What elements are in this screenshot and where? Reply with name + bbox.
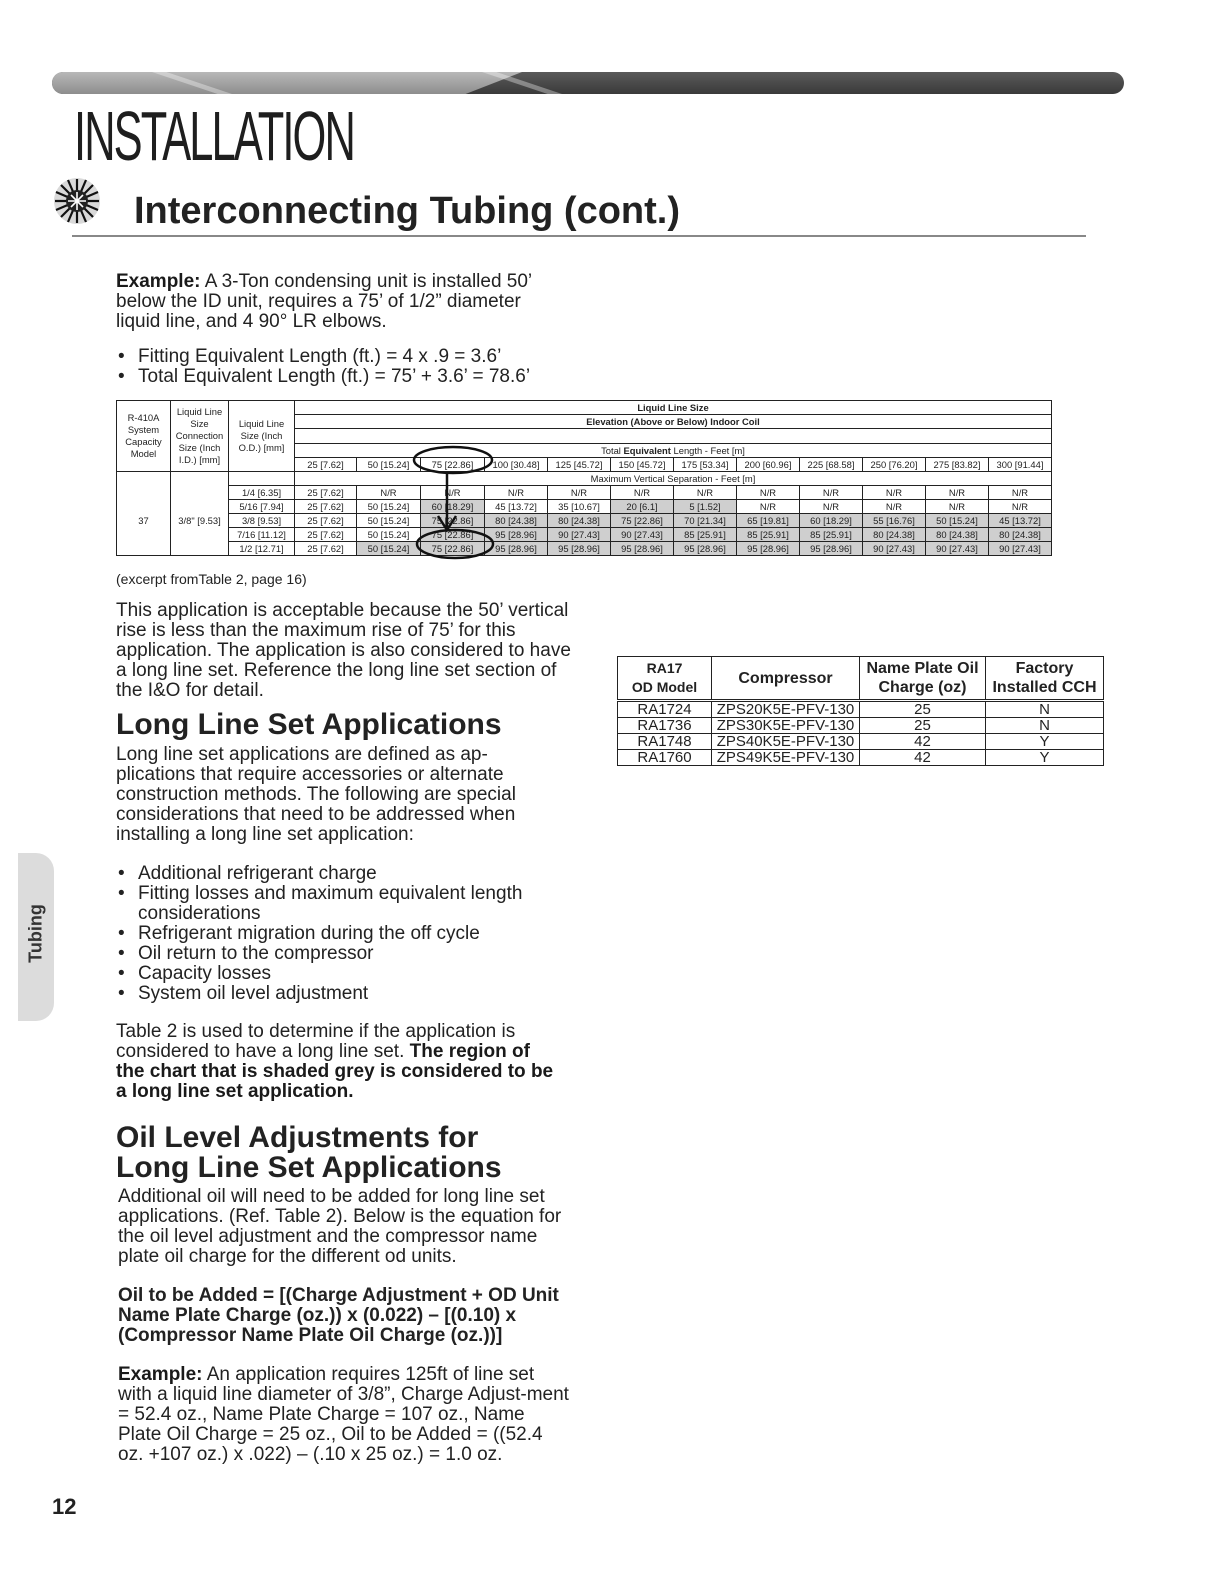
oil-equation: Oil to be Added = [(Charge Adjustment + OD Unit Name Plate Charge (oz.)) x (0.022) – [(0.10) x (Compressor Name Plate Oil Charge (oz.))] bbox=[118, 1285, 559, 1346]
length-header: 275 [83.82] bbox=[926, 458, 989, 472]
length-header: 200 [60.96] bbox=[737, 458, 800, 472]
list-item: • Oil return to the compressor bbox=[138, 944, 578, 964]
table-row: 37 3/8" [9.53] 3/8 [9.53] 25 [7.62] 50 [15.24] 75 [22.86] 80 [24.38] 80 [24.38] 75 [22.86] 70 [21.34] 65 [19.81] 60 [18.29] 55 [16.76] 50 [15.24] 45 [13.72] bbox=[117, 514, 1052, 528]
table-row: 5/16 [7.94] 25 [7.62] 50 [15.24] 60 [18.29] 45 [13.72] 35 [10.67] 20 [6.1] 5 [1.52] N/R N/R N/R N/R N/R bbox=[117, 500, 1052, 514]
length-header: 175 [53.34] bbox=[674, 458, 737, 472]
oil-level-intro: Additional oil will need to be added for long line set applications. (Ref. Table 2). Below is the equation for the oil level adjustment and the compressor name plate oil charge for the different od units. bbox=[118, 1186, 562, 1267]
total-equivalent-header: Total Equivalent Length - Feet [m] bbox=[295, 444, 1052, 458]
table-row: RA1724 ZPS20K5E-PFV-130 25 N bbox=[618, 701, 1104, 718]
liquid-line-size-header: Liquid Line Size bbox=[295, 401, 1052, 415]
od-col-header: Liquid Line Size (Inch O.D.) [mm] bbox=[229, 401, 295, 472]
length-header: 225 [68.58] bbox=[800, 458, 863, 472]
list-item: • Fitting losses and maximum equivalent length considerations bbox=[138, 884, 578, 924]
list-item: • System oil level adjustment bbox=[138, 984, 578, 1004]
col-header: Compressor bbox=[712, 657, 860, 701]
col-header: Factory Installed CCH bbox=[986, 657, 1104, 701]
length-header: 125 [45.72] bbox=[548, 458, 611, 472]
table-row: 1/4 [6.35] 25 [7.62] N/R N/R N/R N/R N/R N/R N/R N/R N/R N/R N/R bbox=[117, 486, 1052, 500]
liquid-line-table bbox=[116, 400, 1052, 556]
list-item: • Additional refrigerant charge bbox=[138, 864, 578, 884]
length-header: 100 [30.48] bbox=[485, 458, 548, 472]
section-side-tab[interactable] bbox=[18, 853, 54, 1021]
example-bullets bbox=[116, 347, 598, 387]
length-header: 25 [7.62] bbox=[295, 458, 357, 472]
table-row: 7/16 [11.12] 25 [7.62] 50 [15.24] 75 [22.86] 95 [28.96] 90 [27.43] 90 [27.43] 85 [25.91] 85 [25.91] 85 [25.91] 80 [24.38] 80 [24.38] 80 [24.38] bbox=[117, 528, 1052, 542]
list-item: • Fitting Equivalent Length (ft.) = 4 x .9 = 3.6’ bbox=[138, 347, 598, 367]
page-number: 12 bbox=[52, 1494, 77, 1519]
example-paragraph: Example: A 3-Ton condensing unit is installed 50’ below the ID unit, requires a 75’ of 1/2” diameter liquid line, and 4 90° LR elbows. bbox=[116, 271, 532, 332]
header-bar bbox=[52, 72, 1124, 94]
length-header: 250 [76.20] bbox=[863, 458, 926, 472]
length-header: 75 [22.86] bbox=[421, 458, 485, 472]
col-header: Name Plate Oil Charge (oz) bbox=[860, 657, 986, 701]
acceptable-paragraph: This application is acceptable because the 50’ vertical rise is less than the maximum rise of 75’ for this application. The application is also considered to have a long line set. Reference the long line set section of the I&O for detail. bbox=[116, 600, 571, 701]
long-line-bullets bbox=[116, 864, 578, 1004]
snowflake-sun-icon bbox=[52, 176, 102, 226]
length-header: 150 [45.72] bbox=[611, 458, 674, 472]
long-line-heading: Long Line Set Applications bbox=[116, 708, 502, 741]
length-header: 50 [15.24] bbox=[357, 458, 421, 472]
list-item: • Total Equivalent Length (ft.) = 75’ + 3.6’ = 78.6’ bbox=[138, 367, 598, 387]
list-item: • Refrigerant migration during the off cycle bbox=[138, 924, 578, 944]
table-caption: (excerpt fromTable 2, page 16) bbox=[116, 571, 307, 587]
title-divider bbox=[72, 235, 1086, 237]
length-header: 300 [91.44] bbox=[989, 458, 1052, 472]
connection-col-header: Liquid Line Size Connection Size (Inch I.D.) [mm] bbox=[171, 401, 229, 472]
table-row: RA1748 ZPS40K5E-PFV-130 42 Y bbox=[618, 734, 1104, 750]
table2-paragraph: Table 2 is used to determine if the application is considered to have a long line set. The region of the chart that is shaded grey is considered to be a long line set application. bbox=[116, 1021, 554, 1102]
model-col-header: R-410A System Capacity Model bbox=[117, 401, 171, 472]
elevation-header: Elevation (Above or Below) Indoor Coil bbox=[295, 415, 1052, 429]
table-row: RA1760 ZPS49K5E-PFV-130 42 Y bbox=[618, 750, 1104, 766]
oil-example: Example: An application requires 125ft of line set with a liquid line diameter of 3/8”, Charge Adjust-ment = 52.4 oz., Name Plate Charge = 107 oz., Name Plate Oil Charge = 25 oz., Oil to be Added = ((52.4 oz. +107 oz.) x .022) – (.10 x 25 oz.) = 1.0 oz. bbox=[118, 1364, 569, 1465]
max-vertical-header: Maximum Vertical Separation - Feet [m] bbox=[295, 472, 1052, 486]
compressor-oil-table bbox=[617, 656, 1104, 766]
col-header: RA17 OD Model bbox=[618, 657, 712, 701]
table-row: RA1736 ZPS30K5E-PFV-130 25 N bbox=[618, 718, 1104, 734]
list-item: • Capacity losses bbox=[138, 964, 578, 984]
side-tab-label: Tubing bbox=[25, 904, 46, 963]
page-title: Interconnecting Tubing (cont.) bbox=[134, 190, 681, 232]
table-row: 1/2 [12.71] 25 [7.62] 50 [15.24] 75 [22.86] 95 [28.96] 95 [28.96] 95 [28.96] 95 [28.96] 95 [28.96] 95 [28.96] 90 [27.43] 90 [27.43] 90 [27.43] bbox=[117, 542, 1052, 556]
long-line-intro: Long line set applications are defined as ap-plications that require accessories or alternate construction methods. The following are special considerations that need to be addressed when installing a long line set application: bbox=[116, 744, 516, 845]
oil-level-heading: Oil Level Adjustments for Long Line Set Applications bbox=[116, 1121, 502, 1184]
section-label: INSTALLATION bbox=[74, 97, 354, 175]
